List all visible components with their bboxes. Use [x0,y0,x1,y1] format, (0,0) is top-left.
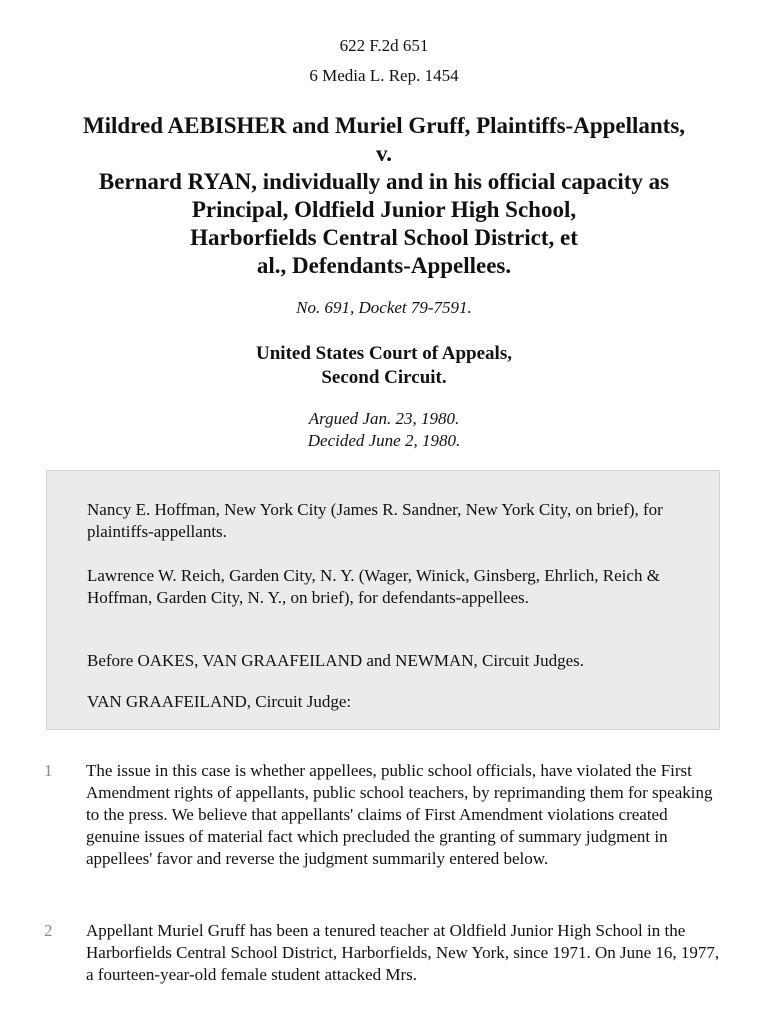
caption-line: Bernard RYAN, individually and in his official capacity as [98,169,670,194]
appellees-counsel: Lawrence W. Reich, Garden City, N. Y. (Wager, Winick, Ginsberg, Ehrlich, Reich & Hoffman, Garden City, N. Y., on brief), for defendants-appellees. [87,566,660,607]
paragraph-text: Appellant Muriel Gruff has been a tenured teacher at Oldfield Junior High School in the Harborfields Central School District, Harborfields, New York, since 1971. On June 16, 1977, a fourteen-year-old female student attacked Mrs. [86,921,720,984]
paragraph-number[interactable]: 2 [44,921,53,940]
opinion-author: VAN GRAAFEILAND, Circuit Judge: [87,692,352,711]
media-law-citation: 6 Media L. Rep. 1454 [309,66,459,85]
decided-date: Decided June 2, 1980. [307,431,461,450]
reporter-citation: 622 F.2d 651 [339,36,429,55]
case-dates [0,408,768,452]
caption-line: v. [376,141,392,166]
court-name-line-1: United States Court of Appeals, [256,343,512,364]
court-name [0,342,768,390]
caption-line: Mildred AEBISHER and Muriel Gruff, Plaintiffs-Appellants, [82,113,686,138]
docket-number: No. 691, Docket 79-7591. [296,298,472,317]
caption-line: al., Defendants-Appellees. [256,253,512,278]
appellants-counsel: Nancy E. Hoffman, New York City (James R. Sandner, New York City, on brief), for plaintiffs-appellants. [87,500,663,541]
paragraph-text: The issue in this case is whether appellees, public school officials, have violated the First Amendment rights of appellants, public school teachers, by reprimanding them for speaking to the press. We believe that appellants' claims of First Amendment violations created genuine issues of material fact which precluded the granting of summary judgment in appellees' favor and reverse the judgment summarily entered below. [86,761,713,868]
counsel-panel [46,470,720,730]
court-name-line-2: Second Circuit. [321,367,447,388]
case-caption [24,112,744,280]
caption-line: Harborfields Central School District, et [190,225,578,250]
caption-line: Principal, Oldfield Junior High School, [191,197,577,222]
argued-date: Argued Jan. 23, 1980. [308,409,460,428]
judges-panel: Before OAKES, VAN GRAAFEILAND and NEWMAN, Circuit Judges. [87,651,585,670]
paragraph-number[interactable]: 1 [44,761,53,780]
